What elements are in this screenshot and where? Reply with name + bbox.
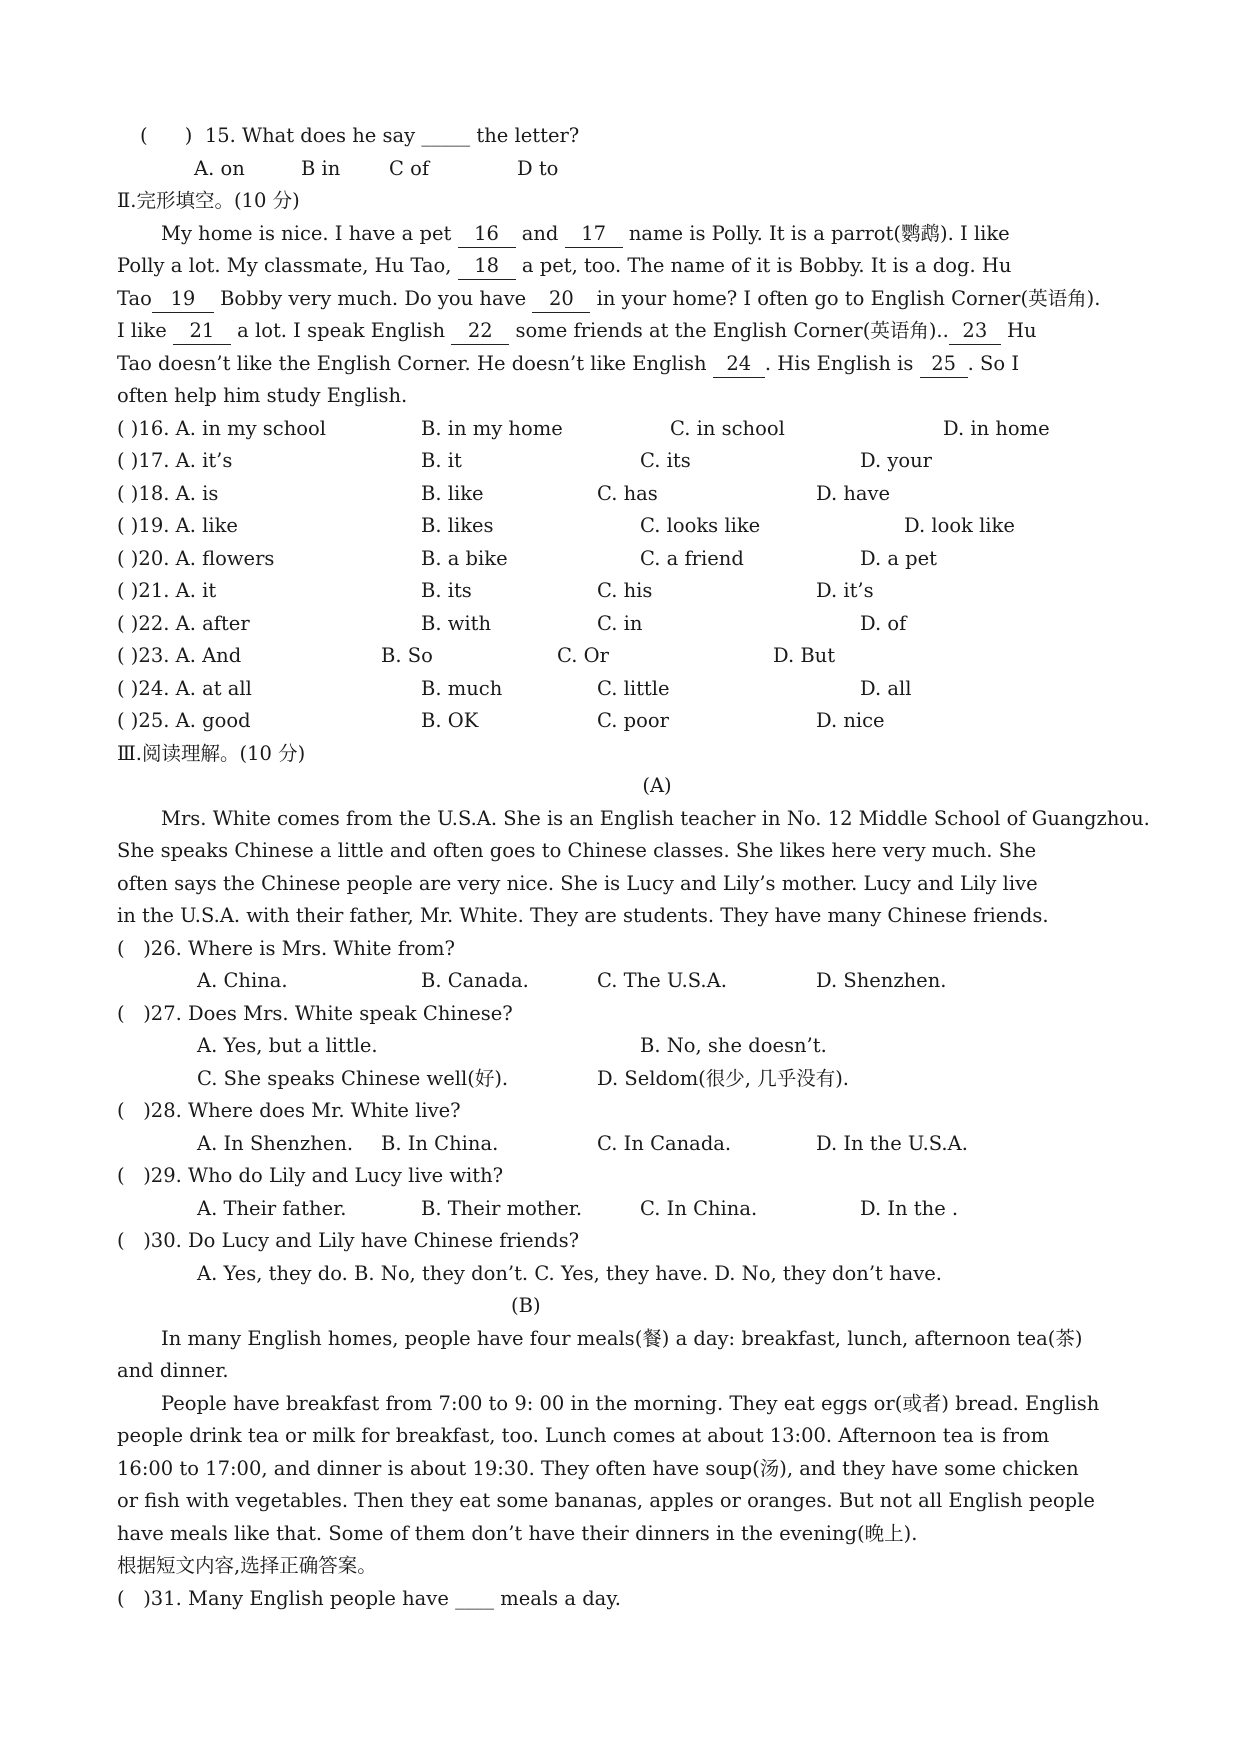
passage-b-line: or fish with vegetables. Then they eat some bananas, apples or oranges. But not all English people xyxy=(117,1489,1095,1512)
passage-b-line: and dinner. xyxy=(117,1359,229,1382)
cloze-line-1: My home is nice. I have a pet 16 and 17 name is Polly. It is a parrot(鹦鹉). I like xyxy=(117,218,1197,251)
cloze-question-25 xyxy=(117,705,1197,738)
passage-a-line: in the U.S.A. with their father, Mr. White. They are students. They have many Chinese friends. xyxy=(117,904,1049,927)
passage-b-line: 16:00 to 17:00, and dinner is about 19:30. They often have soup(汤), and they have some chicken xyxy=(117,1456,1079,1480)
cloze-question-20 xyxy=(117,543,1197,576)
option-a: A. Yes, but a little. xyxy=(197,1034,378,1057)
option-b: B. Their mother. xyxy=(421,1196,583,1220)
blank-18: 18 xyxy=(458,253,516,280)
blank: _____ xyxy=(421,124,471,147)
cloze-question-16 xyxy=(117,413,1197,446)
question-stem-end: the letter? xyxy=(476,124,580,147)
section-3-title: Ⅲ.阅读理解。(10 分) xyxy=(117,741,306,765)
worksheet-page xyxy=(117,120,1197,1615)
options-text: A. Yes, they do. B. No, they don’t. C. Yes, they have. D. No, they don’t have. xyxy=(197,1261,942,1285)
question-stem: 15. What does he say xyxy=(204,124,416,147)
option-d: D. nice xyxy=(816,709,885,732)
option-b: B. it xyxy=(421,449,462,472)
cloze-question-23 xyxy=(117,640,1197,673)
question-15 xyxy=(117,120,1197,153)
option-c: C. In China. xyxy=(640,1196,758,1220)
blank-16: 16 xyxy=(458,221,516,248)
blank-17: 17 xyxy=(565,221,623,248)
option-d: D to xyxy=(517,156,559,180)
question-26: ( )26. Where is Mrs. White from? xyxy=(117,936,455,960)
question-27-options-2 xyxy=(117,1063,1197,1096)
cloze-question-18 xyxy=(117,478,1197,511)
cloze-question-21 xyxy=(117,575,1197,608)
passage-b-line: have meals like that. Some of them don’t have their dinners in the evening(晚上). xyxy=(117,1521,918,1545)
passage-b xyxy=(117,1323,1197,1551)
question-27-options-1 xyxy=(117,1030,1197,1063)
option-b: B. In China. xyxy=(381,1131,499,1155)
question-15-options xyxy=(117,153,1197,186)
option-d: D. all xyxy=(860,676,912,700)
option-d: D. But xyxy=(773,644,836,667)
option-c: C. in school xyxy=(670,416,785,440)
cloze-question-22 xyxy=(117,608,1197,641)
option-d: D. Seldom(很少, 几乎没有). xyxy=(597,1066,849,1090)
blank-22: 22 xyxy=(451,318,509,345)
passage-a-line: Mrs. White comes from the U.S.A. She is an English teacher in No. 12 Middle School of Guangzhou. xyxy=(161,806,1150,830)
cloze-question-19 xyxy=(117,510,1197,543)
question-and-option-a: ( )17. A. it’s xyxy=(117,449,233,472)
option-c: C. The U.S.A. xyxy=(597,969,727,992)
passage-b-line: People have breakfast from 7:00 to 9: 00 in the morning. They eat eggs or(或者) bread. English xyxy=(161,1391,1100,1415)
option-b: B. its xyxy=(421,579,472,602)
passage-b-line: In many English homes, people have four meals(餐) a day: breakfast, lunch, afternoon tea(茶) xyxy=(161,1326,1083,1350)
option-d: D. look like xyxy=(904,514,1015,537)
blank-21: 21 xyxy=(173,318,231,345)
question-31: ( )31. Many English people have ____ meals a day. xyxy=(117,1586,621,1610)
option-d: D. Shenzhen. xyxy=(816,969,947,992)
question-and-option-a: ( )19. A. like xyxy=(117,514,238,537)
option-a: A. on xyxy=(194,156,245,180)
question-and-option-a: ( )23. A. And xyxy=(117,644,242,667)
question-30-options xyxy=(117,1258,1197,1291)
option-d: D. have xyxy=(816,481,891,505)
question-28: ( )28. Where does Mr. White live? xyxy=(117,1099,461,1122)
cloze-question-24 xyxy=(117,673,1197,706)
option-c: C. has xyxy=(597,481,658,505)
option-c: C. in xyxy=(597,611,643,635)
passage-a xyxy=(117,803,1197,933)
option-c: C. his xyxy=(597,579,653,602)
option-b: B. much xyxy=(421,676,503,700)
cloze-questions xyxy=(117,413,1197,738)
option-d: D. In the . xyxy=(860,1196,959,1220)
blank-25: 25 xyxy=(920,351,968,378)
question-28-options xyxy=(117,1128,1197,1161)
passage-b-line: people drink tea or milk for breakfast, too. Lunch comes at about 13:00. Afternoon tea is from xyxy=(117,1424,1050,1447)
option-c: C. poor xyxy=(597,709,669,732)
option-d: D. a pet xyxy=(860,546,938,570)
option-c: C. She speaks Chinese well(好). xyxy=(197,1066,509,1090)
question-26-options xyxy=(117,965,1197,998)
option-a: A. Their father. xyxy=(197,1196,347,1220)
passage-a-line: often says the Chinese people are very nice. She is Lucy and Lily’s mother. Lucy and Lily live xyxy=(117,871,1038,895)
question-and-option-a: ( )25. A. good xyxy=(117,709,251,732)
blank-24: 24 xyxy=(713,351,765,378)
instruction: 根据短文内容,选择正确答案。 xyxy=(117,1554,377,1577)
passage-b-label: (B) xyxy=(511,1294,541,1317)
question-30: ( )30. Do Lucy and Lily have Chinese friends? xyxy=(117,1229,580,1252)
passage-a-label: (A) xyxy=(642,774,672,797)
option-c: C. little xyxy=(597,676,670,700)
cloze-line-2: Polly a lot. My classmate, Hu Tao, 18 a pet, too. The name of it is Bobby. It is a dog. Hu xyxy=(117,250,1197,283)
question-and-option-a: ( )18. A. is xyxy=(117,481,219,505)
question-29-options xyxy=(117,1193,1197,1226)
answer-paren: ( ) xyxy=(140,124,193,147)
option-c: C. looks like xyxy=(640,514,761,537)
option-b: B. likes xyxy=(421,514,494,537)
cloze-line-5: Tao doesn’t like the English Corner. He doesn’t like English 24 . His English is 25 . So I xyxy=(117,348,1197,381)
option-c: C of xyxy=(389,156,430,180)
option-a: A. China. xyxy=(197,969,288,992)
cloze-line-6: often help him study English. xyxy=(117,384,408,407)
option-b: B. OK xyxy=(421,709,479,732)
option-c: C. In Canada. xyxy=(597,1131,732,1155)
option-b: B. No, she doesn’t. xyxy=(640,1034,827,1057)
blank-19: 19 xyxy=(152,286,214,313)
cloze-line-4: I like 21 a lot. I speak English 22 some friends at the English Corner(英语角).. 23 Hu xyxy=(117,315,1197,348)
question-29: ( )29. Who do Lily and Lucy live with? xyxy=(117,1164,504,1187)
option-a: A. In Shenzhen. xyxy=(197,1131,354,1155)
blank-23: 23 xyxy=(949,318,1001,345)
option-b: B. So xyxy=(381,644,433,667)
option-b: B. like xyxy=(421,481,484,505)
option-b: B. in my home xyxy=(421,416,563,440)
option-b: B. Canada. xyxy=(421,969,529,992)
option-b: B in xyxy=(301,156,341,180)
option-b: B. a bike xyxy=(421,546,508,570)
option-d: D. of xyxy=(860,611,907,635)
option-d: D. your xyxy=(860,449,932,472)
question-and-option-a: ( )16. A. in my school xyxy=(117,416,327,440)
option-b: B. with xyxy=(421,611,492,635)
question-and-option-a: ( )24. A. at all xyxy=(117,676,252,700)
question-and-option-a: ( )21. A. it xyxy=(117,579,217,602)
blank-20: 20 xyxy=(532,286,590,313)
cloze-question-17 xyxy=(117,445,1197,478)
blank: ____ xyxy=(455,1586,495,1610)
cloze-line-3: Tao 19 Bobby very much. Do you have 20 in your home? I often go to English Corner(英语角). xyxy=(117,283,1197,316)
section-2-title: Ⅱ.完形填空。(10 分) xyxy=(117,189,300,212)
option-c: C. its xyxy=(640,449,691,472)
passage-a-line: She speaks Chinese a little and often goes to Chinese classes. She likes here very much. She xyxy=(117,839,1037,862)
option-c: C. a friend xyxy=(640,546,744,570)
question-27: ( )27. Does Mrs. White speak Chinese? xyxy=(117,1001,513,1025)
option-d: D. In the U.S.A. xyxy=(816,1131,968,1155)
option-d: D. in home xyxy=(943,416,1050,440)
question-and-option-a: ( )22. A. after xyxy=(117,611,250,635)
question-and-option-a: ( )20. A. flowers xyxy=(117,546,275,570)
option-d: D. it’s xyxy=(816,579,874,602)
option-c: C. Or xyxy=(557,644,609,667)
